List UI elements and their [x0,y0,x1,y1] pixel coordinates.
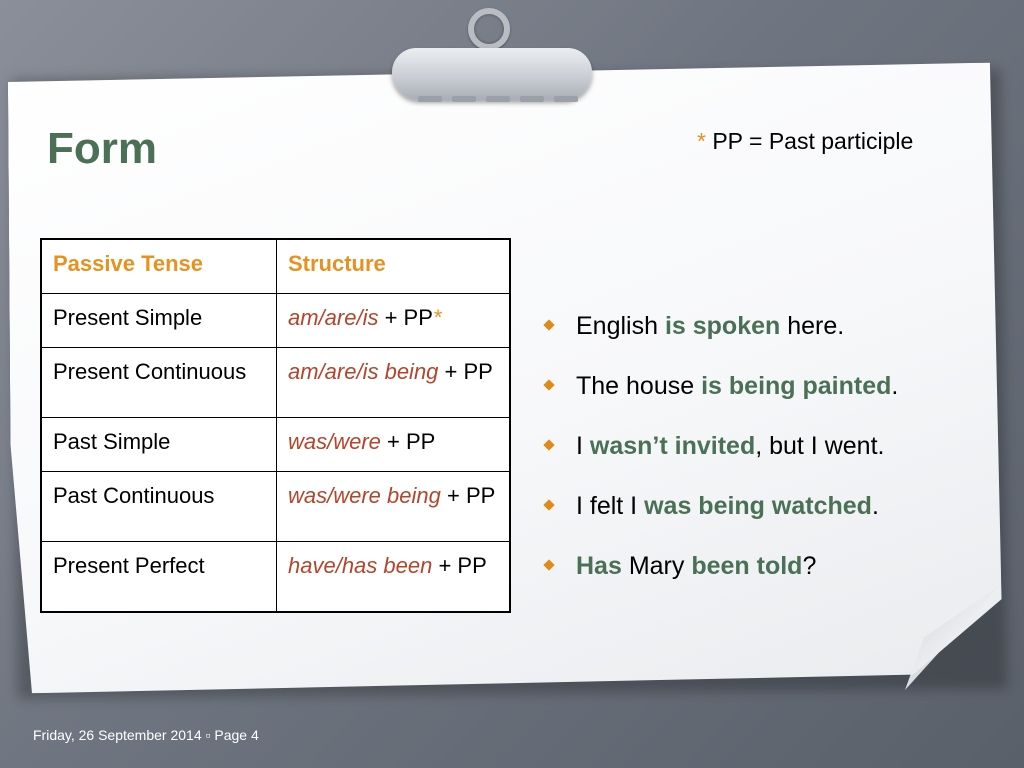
structure-cell [277,348,511,418]
structure-rest: + PP [438,359,493,384]
tense-cell: Past Simple [41,418,277,472]
header-structure: Structure [277,239,511,294]
example-text: I felt I [576,492,645,520]
slide-title: Form [47,124,157,173]
structure-rest: + PP [432,553,487,578]
structure-cell [277,418,511,472]
example-item [545,546,898,606]
structure-cell [277,294,511,348]
diamond-bullet-icon [543,559,554,570]
structure-verb: am/are/is [288,305,379,330]
structure-cell [277,542,511,613]
example-text: I [576,432,590,460]
table-header-row [41,239,510,294]
structure-verb: have/has been [288,553,433,578]
example-text: , but I went. [755,432,885,460]
slide-footer: Friday, 26 September 2014 ▫ Page 4 [33,727,259,743]
structure-rest: + PP [378,305,433,330]
structure-star: * [432,305,442,330]
diamond-bullet-icon [543,439,554,450]
table-row [41,542,510,613]
tense-cell: Present Continuous [41,348,277,418]
diamond-bullet-icon [543,379,554,390]
example-highlight: Has [576,552,622,580]
example-item [545,306,898,366]
tense-cell: Present Simple [41,294,277,348]
clip-body [392,48,592,100]
example-text: ? [802,552,817,580]
structure-verb: was/were [288,429,381,454]
diamond-bullet-icon [543,319,554,330]
structure-rest: + PP [440,483,496,508]
table-row [41,418,510,472]
footnote-text: PP = Past participle [705,128,914,154]
table-row [41,472,510,542]
example-highlight: wasn’t invited [589,432,756,460]
header-passive-tense: Passive Tense [41,239,277,294]
clip-ring [468,8,510,50]
structure-verb: am/are/is being [288,359,439,384]
footnote [697,128,913,155]
footnote-star: * [697,128,706,154]
passive-tense-table [40,238,511,613]
example-item [545,426,898,486]
example-highlight: been told [691,552,803,580]
example-text: The house [576,372,702,400]
example-text: here. [780,312,845,340]
example-text: English [576,312,665,340]
structure-verb: was/were being [288,483,441,508]
example-text: Mary [621,552,692,580]
example-item [545,486,898,546]
binder-clip-icon [392,8,592,104]
example-text: . [891,372,899,400]
structure-cell [277,472,511,542]
example-list [545,306,898,606]
example-highlight: is being painted [701,372,892,400]
example-highlight: was being watched [644,492,872,520]
table-row [41,348,510,418]
structure-rest: + PP [380,429,436,454]
diamond-bullet-icon [543,499,554,510]
table-row [41,294,510,348]
tense-cell: Past Continuous [41,472,277,542]
example-highlight: is spoken [664,312,781,340]
example-text: . [871,492,879,520]
tense-cell: Present Perfect [41,542,277,613]
example-item [545,366,898,426]
clip-dashes [418,96,578,102]
